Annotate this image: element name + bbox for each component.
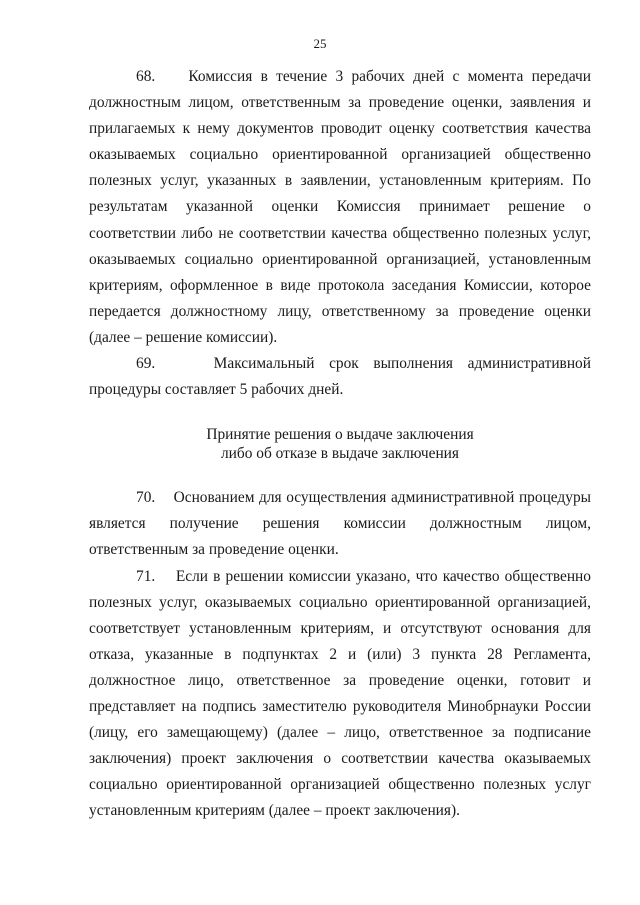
paragraph-68 bbox=[89, 64, 591, 351]
paragraph-number: 71. bbox=[136, 567, 156, 585]
document-body bbox=[89, 64, 591, 824]
section-heading-line-1: Принятие решения о выдаче заключения bbox=[206, 426, 474, 444]
paragraph-number: 70. bbox=[136, 489, 156, 507]
section-heading bbox=[89, 425, 591, 463]
paragraph-text: Основанием для осуществления административной процедуры является получение решения комиссии должностным лицом, ответственным за проведение оценки. bbox=[89, 489, 591, 559]
paragraph-text: Комиссия в течение 3 рабочих дней с момента передачи должностным лицом, ответственным за проведение оценки, заявления и прилагаемых к нему документов проводит оценку соответствия качества оказываемых социально ориентированной организацией общественно полезных услуг, указанных в заявлении, установленным критериям. По результатам указанной оценки Комиссия принимает решение о соответствии либо не соответствии качества общественно полезных услуг, оказываемых социально ориентированной организацией, установленным критериям, оформленное в виде протокола заседания Комиссии, которое передается должностному лицу, ответственному за проведение оценки (далее – решение комиссии). bbox=[89, 68, 592, 346]
paragraph-number: 69. bbox=[136, 355, 156, 373]
paragraph-text: Максимальный срок выполнения административной процедуры составляет 5 рабочих дней. bbox=[89, 355, 591, 399]
paragraph-70 bbox=[89, 485, 591, 563]
paragraph-number: 68. bbox=[136, 68, 156, 85]
section-heading-line-2: либо об отказе в выдаче заключения bbox=[220, 445, 459, 463]
paragraph-69 bbox=[89, 351, 591, 403]
page-number: 25 bbox=[313, 36, 327, 51]
paragraph-71 bbox=[89, 564, 591, 825]
paragraph-text: Если в решении комиссии указано, что качество общественно полезных услуг, оказываемых социально ориентированной организацией, соответствует установленным критериям, и отсутствуют основания для отказа, указанные в подпунктах 2 и (или) 3 пункта 28 Регламента, должностное лицо, ответственное за проведение оценки, готовит и представляет на подпись заместителю руководителя Минобрнауки России (лицу, его замещающему) (далее – лицо, ответственное за подписание заключения) проект заключения о соответствии качества оказываемых социально ориентированной организацией общественно полезных услуг установленным критериям (далее – проект заключения). bbox=[89, 567, 591, 820]
